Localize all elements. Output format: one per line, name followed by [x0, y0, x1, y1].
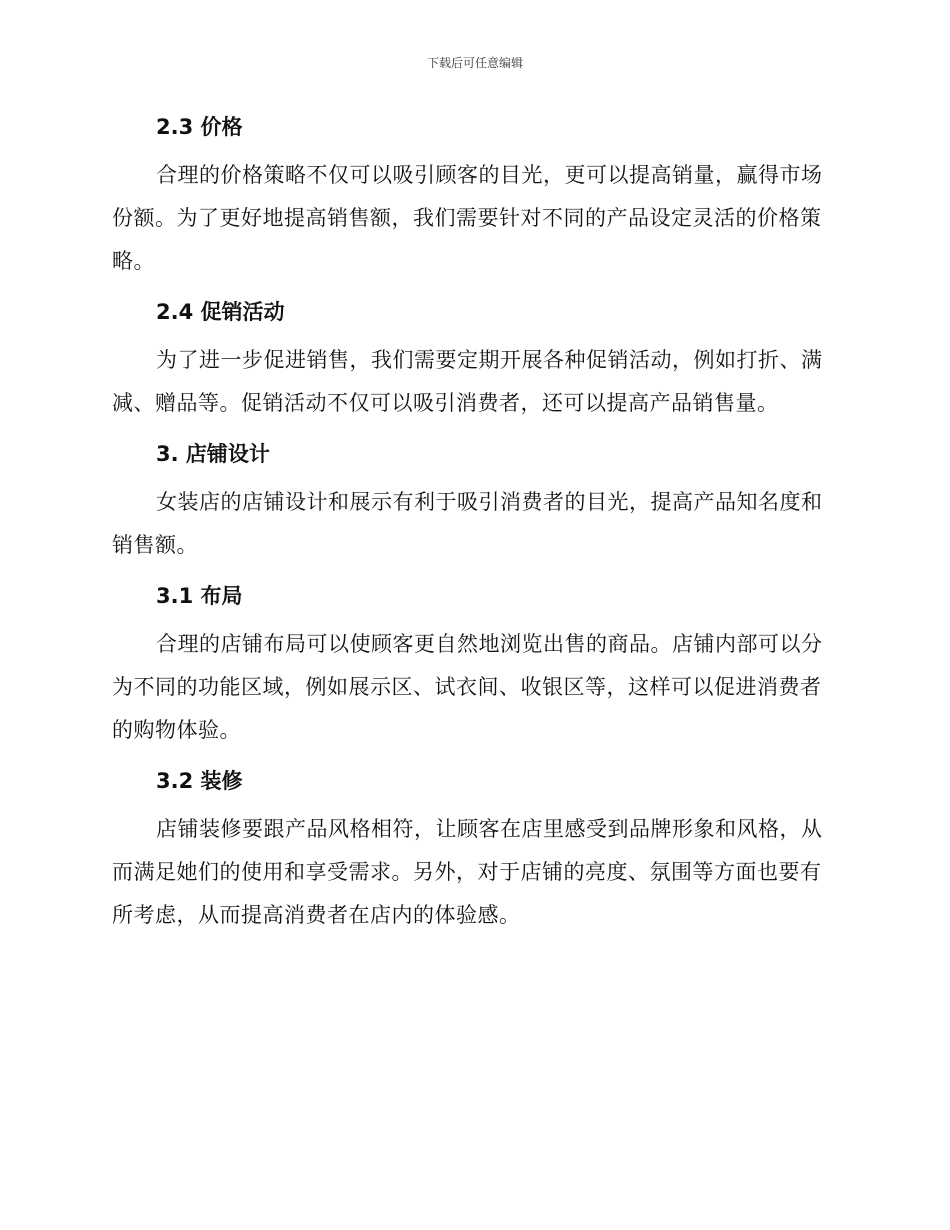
header-note: 下载后可任意编辑	[426, 56, 523, 70]
section-paragraph-2-3: 合理的价格策略不仅可以吸引顾客的目光，更可以提高销量，赢得市场份额。为了更好地提高销售额，我们需要针对不同的产品设定灵活的价格策略。	[112, 163, 823, 273]
section-heading-2-4: 2.4 促销活动	[156, 300, 285, 324]
section-heading-2-3: 2.3 价格	[156, 115, 243, 139]
section-heading-3-1: 3.1 布局	[156, 584, 243, 608]
section-paragraph-2-4: 为了进一步促进销售，我们需要定期开展各种促销活动，例如打折、满减、赠品等。促销活动不仅可以吸引消费者，还可以提高产品销售量。	[112, 348, 823, 415]
section-heading-3: 3. 店铺设计	[156, 442, 270, 466]
section-paragraph-3: 女装店的店铺设计和展示有利于吸引消费者的目光，提高产品知名度和销售额。	[112, 490, 823, 557]
section-paragraph-3-2: 店铺装修要跟产品风格相符，让顾客在店里感受到品牌形象和风格，从而满足她们的使用和享受需求。另外，对于店铺的亮度、氛围等方面也要有所考虑，从而提高消费者在店内的体验感。	[112, 817, 823, 927]
section-heading-3-2: 3.2 装修	[156, 769, 243, 793]
document-body	[112, 108, 834, 937]
section-paragraph-3-1: 合理的店铺布局可以使顾客更自然地浏览出售的商品。店铺内部可以分为不同的功能区域，例如展示区、试衣间、收银区等，这样可以促进消费者的购物体验。	[112, 632, 823, 742]
